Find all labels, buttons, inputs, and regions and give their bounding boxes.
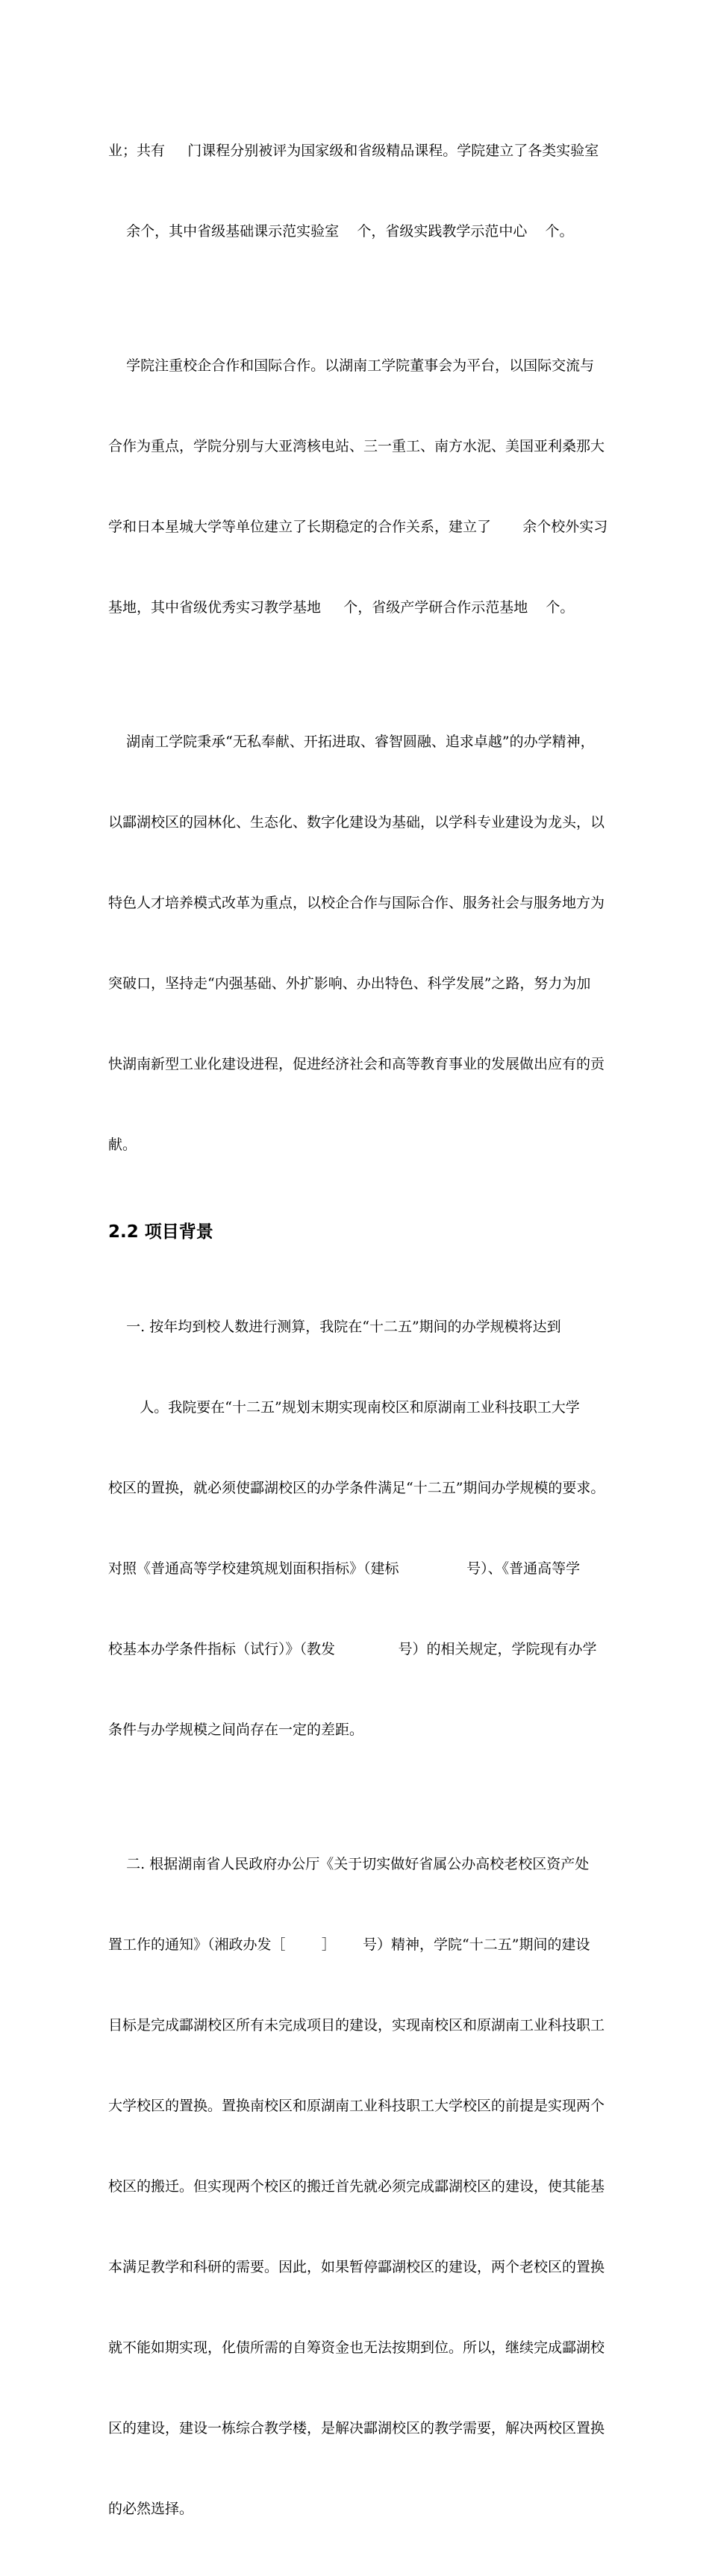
- text-line: 的必然选择。: [108, 2501, 194, 2517]
- paragraph-spirit: [108, 675, 604, 1212]
- section-heading: 2.2 项目背景: [108, 1222, 213, 1242]
- text-line: 学和日本星城大学等单位建立了长期稳定的合作关系，建立了 余个校外实习: [108, 519, 608, 535]
- text-line: 对照《普通高等学校建筑规划面积指标》（建标 号）、《普通高等学: [108, 1560, 581, 1577]
- text-line: 余个，其中省级基础课示范实验室 个，省级实践教学示范中心 个。: [108, 223, 574, 240]
- document-page: [108, 84, 608, 2576]
- text-line: 一. 按年均到校人数进行测算，我院在“十二五”期间的办学规模将达到: [108, 1319, 561, 1335]
- text-line: 校区的搬迁。但实现两个校区的搬迁首先就必须完成酃湖校区的建设，使其能基: [108, 2178, 605, 2195]
- text-line: 合作为重点，学院分别与大亚湾核电站、三一重工、南方水泥、美国亚利桑那大: [108, 438, 605, 454]
- text-line: 二. 根据湖南省人民政府办公厅《关于切实做好省属公办高校老校区资产处: [108, 1856, 590, 1872]
- text-line: 人。我院要在“十二五”规划末期实现南校区和原湖南工业科技职工大学: [108, 1399, 580, 1416]
- text-line: 快湖南新型工业化建设进程，促进经济社会和高等教育事业的发展做出应有的贡: [108, 1056, 605, 1072]
- paragraph-intro-tail: [108, 84, 604, 298]
- text-line: 特色人才培养模式改革为重点，以校企合作与国际合作、服务社会与服务地方为: [108, 895, 605, 911]
- text-line: 突破口，坚持走“内强基础、外扩影响、办出特色、科学发展”之路，努力为加: [108, 975, 591, 992]
- text-line: 校基本办学条件指标（试行）》（教发 号）的相关规定，学院现有办学: [108, 1641, 597, 1657]
- text-line: 献。: [108, 1137, 137, 1153]
- text-line: 以酃湖校区的园林化、生态化、数字化建设为基础，以学科专业建设为龙头，以: [108, 814, 605, 831]
- text-line: 大学校区的置换。置换南校区和原湖南工业科技职工大学校区的前提是实现两个: [108, 2098, 605, 2114]
- paragraph-point-two: [108, 1797, 604, 2576]
- text-line: 湖南工学院秉承“无私奉献、开拓进取、睿智圆融、追求卓越”的办学精神，: [108, 734, 595, 750]
- paragraph-cooperation: [108, 298, 608, 675]
- text-line: 就不能如期实现，化债所需的自筹资金也无法按期到位。所以，继续完成酃湖校: [108, 2339, 605, 2356]
- paragraph-point-one: [108, 1260, 604, 1797]
- text-line: 校区的置换，就必须使酃湖校区的办学条件满足“十二五”期间办学规模的要求。: [108, 1480, 605, 1496]
- text-line: 区的建设，建设一栋综合教学楼，是解决酃湖校区的教学需要，解决两校区置换: [108, 2420, 605, 2436]
- text-line: 基地，其中省级优秀实习教学基地 个，省级产学研合作示范基地 个。: [108, 599, 575, 616]
- text-line: 学院注重校企合作和国际合作。以湖南工学院董事会为平台，以国际交流与: [108, 357, 595, 374]
- text-line: 业；共有 门课程分别被评为国家级和省级精品课程。学院建立了各类实验室: [108, 143, 599, 159]
- text-line: 置工作的通知》（湘政办发［ ］ 号）精神，学院“十二五”期间的建设: [108, 1936, 590, 1953]
- text-line: 条件与办学规模之间尚存在一定的差距。: [108, 1722, 364, 1738]
- text-line: 本满足教学和科研的需要。因此，如果暂停酃湖校区的建设，两个老校区的置换: [108, 2259, 605, 2275]
- text-line: 目标是完成酃湖校区所有未完成项目的建设，实现南校区和原湖南工业科技职工: [108, 2017, 605, 2033]
